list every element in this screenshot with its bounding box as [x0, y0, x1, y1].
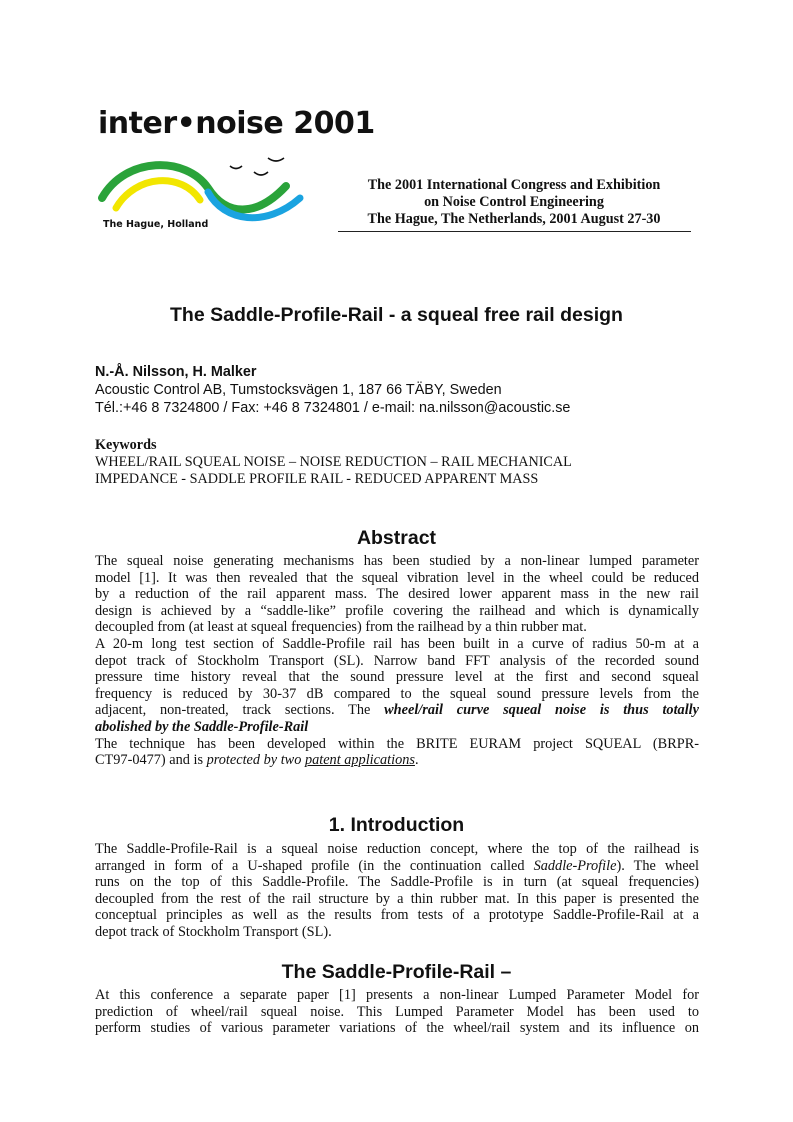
text-line — [95, 719, 699, 736]
conference-line: on Noise Control Engineering — [424, 194, 604, 210]
emphasis-text: wheel/rail curve squeal noise is thus totally — [384, 702, 699, 719]
text-run: adjacent, non-treated, track sections. The — [95, 702, 385, 719]
text-run: . — [414, 752, 419, 769]
conference-logo — [96, 106, 375, 234]
logo-city: The Hague, Holland — [103, 219, 209, 230]
text-line: prediction of wheel/rail squeal noise. This Lumped Parameter Model has been used to — [95, 1003, 699, 1020]
text-line: The technique has been developed within the BRITE EURAM project SQUEAL (BRPR- — [95, 735, 699, 752]
abstract-heading: Abstract — [356, 527, 437, 549]
green-arc — [102, 165, 286, 209]
text-line: A 20-m long test section of Saddle-Profile rail has been built in a curve of radius 50-m at a — [95, 635, 699, 652]
text-line: design is achieved by a “saddle-like” profile covering the railhead and which is dynamically — [95, 602, 699, 619]
text-line: depot track of Stockholm Transport (SL). Narrow band FFT analysis of the recorded sound — [95, 652, 699, 669]
section-2-paragraph — [95, 987, 699, 1037]
conference-info — [338, 177, 690, 228]
text-line: frequency is reduced by 30-37 dB compared to the squeal sound pressure levels from the — [95, 685, 699, 702]
author-names: N.-Å. Nilsson, H. Malker — [95, 364, 257, 380]
italic-text: protected by two — [206, 752, 305, 769]
smile-mark-2 — [254, 172, 268, 175]
logo-wordmark: inter•noise 2001 — [98, 106, 375, 141]
text-line: perform studies of various parameter variations of the wheel/rail system and its influence on — [95, 1020, 699, 1037]
yellow-arc — [116, 181, 200, 208]
text-line: pressure time history reveal that the sound pressure level at the first and second squeal — [95, 669, 699, 686]
text-line: by a reduction of the rail apparent mass. The desired lower apparent mass in the new rail — [95, 586, 699, 603]
underlined-text: patent applications — [304, 752, 415, 769]
text-line — [95, 858, 699, 875]
introduction-paragraph — [95, 841, 699, 941]
header-rule — [338, 231, 691, 232]
text-run: arranged in form of a U-shaped profile (in the continuation called — [95, 857, 534, 874]
text-line: At this conference a separate paper [1] presents a non-linear Lumped Parameter Model for — [95, 987, 699, 1003]
abstract-paragraph-1 — [95, 553, 699, 769]
keywords-line: IMPEDANCE - SADDLE PROFILE RAIL - REDUCED APPARENT MASS — [95, 471, 539, 487]
smile-mark-1 — [230, 166, 242, 169]
text-line: model [1]. It was then revealed that the squeal vibration level in the wheel could be reduced — [95, 569, 699, 586]
conference-line: The 2001 International Congress and Exhibition — [367, 177, 661, 193]
smile-mark-3 — [268, 158, 284, 161]
text-line: decoupled from the rest of the rail structure by a thin rubber mat. In this paper is presented the — [95, 890, 699, 907]
author-affiliation: Acoustic Control AB, Tumstocksvägen 1, 187 66 TÄBY, Sweden — [95, 382, 502, 398]
text-line: conceptual principles as well as the results from tests of a prototype Saddle-Profile-Rail at a — [95, 907, 699, 924]
text-run: ). The wheel — [616, 857, 699, 874]
text-line: The Saddle-Profile-Rail is a squeal noise reduction concept, where the top of the railhead is — [95, 841, 699, 857]
logo-arcs-graphic — [96, 146, 336, 226]
emphasis-text: abolished by the Saddle-Profile-Rail — [95, 718, 309, 735]
text-run: CT97-0477) and is — [95, 752, 207, 769]
text-line: runs on the top of this Saddle-Profile. The Saddle-Profile is in turn (at squeal frequencies) — [95, 874, 699, 891]
keywords-line: WHEEL/RAIL SQUEAL NOISE – NOISE REDUCTION – RAIL MECHANICAL — [95, 454, 572, 470]
italic-text: Saddle-Profile — [533, 857, 617, 874]
paper-title: The Saddle-Profile-Rail - a squeal free rail design — [170, 304, 623, 326]
text-line — [95, 702, 699, 719]
text-line: depot track of Stockholm Transport (SL). — [95, 923, 332, 940]
text-line — [95, 752, 699, 769]
author-contact: Tél.:+46 8 7324800 / Fax: +46 8 7324801 / e-mail: na.nilsson@acoustic.se — [95, 400, 571, 416]
conference-line: The Hague, The Netherlands, 2001 August 27-30 — [367, 211, 661, 227]
keywords-heading: Keywords — [95, 437, 157, 453]
text-line: The squeal noise generating mechanisms has been studied by a non-linear lumped parameter — [95, 553, 699, 569]
authors-block — [95, 363, 715, 417]
text-line: decoupled from (at least at squeal frequencies) from the railhead by a thin rubber mat. — [95, 619, 587, 636]
introduction-heading: 1. Introduction — [328, 814, 465, 836]
section-2-heading: The Saddle-Profile-Rail – — [281, 961, 512, 983]
keywords-block — [95, 437, 705, 488]
